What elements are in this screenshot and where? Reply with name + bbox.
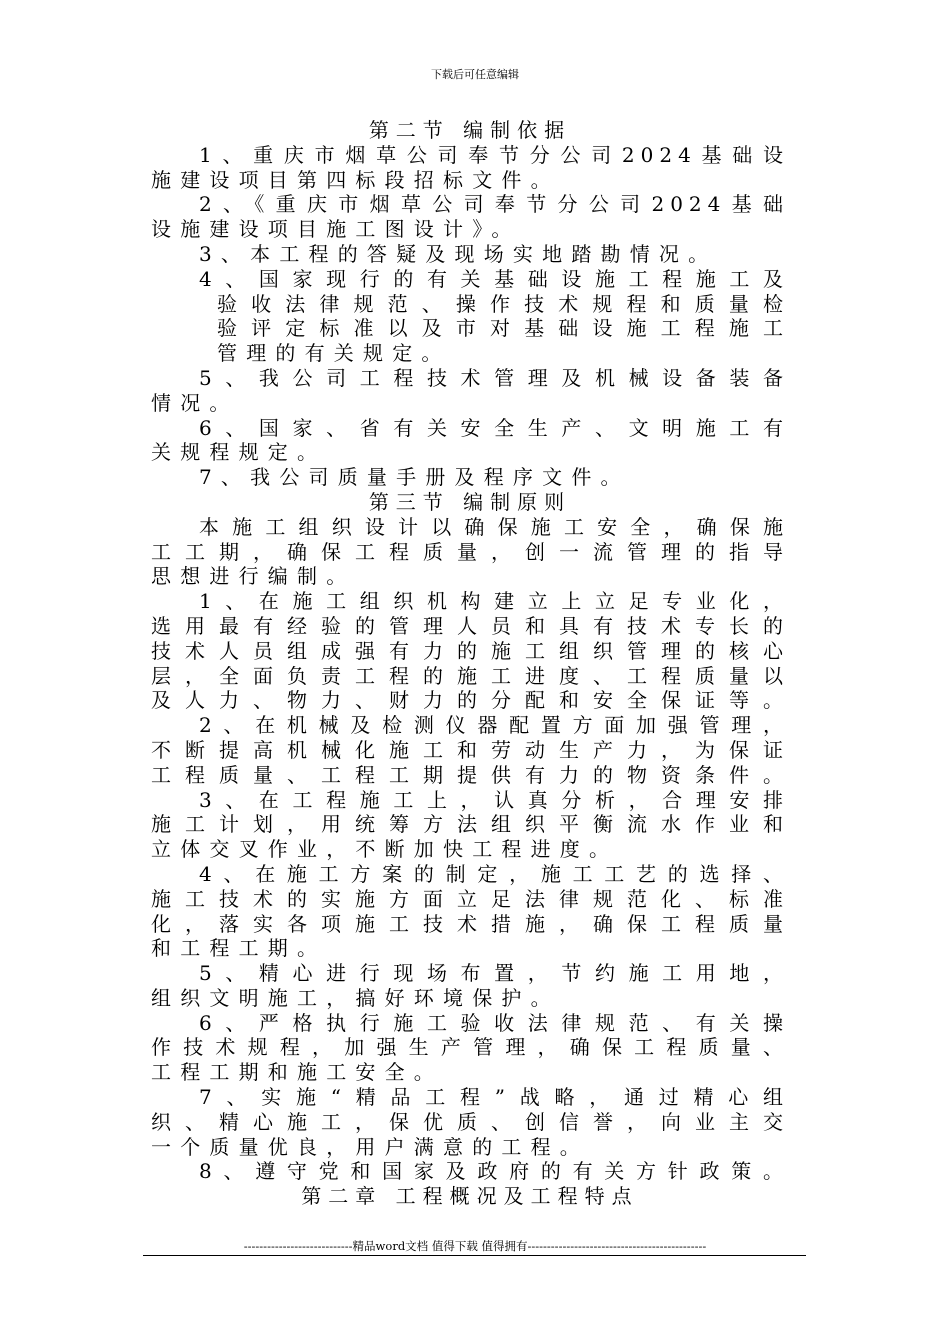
text-line: 一个质量优良，用户满意的工程。	[151, 1134, 589, 1159]
section-heading: 第二章 工程概况及工程特点	[301, 1184, 639, 1209]
section-heading: 第三节 编制原则	[368, 489, 572, 514]
text-line: 验评定标准以及市对基础设施工程施工	[217, 316, 789, 341]
text-line: 技术人员组成强有力的施工组织管理的核心	[151, 638, 789, 663]
text-line: 立体交叉作业，不断加快工程进度。	[151, 837, 619, 862]
text-line: 6、严格执行施工验收法律规范、有关操	[199, 1010, 789, 1035]
text-line: 5、我公司工程技术管理及机械设备装备	[199, 365, 789, 390]
text-line: 工程质量、工程工期提供有力的物资条件。	[151, 762, 789, 787]
text-line: 设施建设项目施工图设计》。	[151, 217, 521, 242]
document-body	[151, 118, 789, 1209]
text-line: 2、在机械及检测仪器配置方面加强管理，	[199, 713, 789, 738]
text-line: 6、国家、省有关安全生产、文明施工有	[199, 415, 789, 440]
footer-rule	[143, 1255, 806, 1256]
text-line: 关规程规定。	[151, 440, 327, 465]
text-line: 本施工组织设计以确保施工安全，确保施	[199, 514, 789, 539]
text-line: 层，全面负责工程的施工进度、工程质量以	[151, 663, 789, 688]
text-line: 8、遵守党和国家及政府的有关方针政策。	[199, 1159, 789, 1184]
text-line: 7、我公司质量手册及程序文件。	[199, 465, 630, 490]
text-line: 作技术规程，加强生产管理，确保工程质量、	[151, 1035, 789, 1060]
text-line: 4、国家现行的有关基础设施工程施工及	[199, 266, 789, 291]
text-line: 及人力、物力、财力的分配和安全保证等。	[151, 688, 789, 713]
text-line: 3、本工程的答疑及现场实地踏勘情况。	[199, 241, 718, 266]
section-heading: 第二节 编制依据	[368, 118, 572, 142]
text-line: 化，落实各项施工技术措施，确保工程质量	[151, 911, 789, 936]
text-line: 工程工期和施工安全。	[151, 1060, 443, 1085]
text-line: 施建设项目第四标段招标文件。	[151, 167, 560, 192]
page-footer: ----------------------------精品word文档 值得下载 值得拥有----------------------------------------------	[243, 1239, 707, 1253]
text-line: 1、重庆市烟草公司奉节分公司2024基础设	[199, 142, 789, 167]
text-line: 组织文明施工，搞好环境保护。	[151, 985, 560, 1010]
text-line: 2、《重庆市烟草公司奉节分公司2024基础	[199, 192, 789, 217]
text-line: 管理的有关规定。	[217, 341, 451, 366]
text-line: 情况。	[151, 390, 239, 415]
text-line: 选用最有经验的管理人员和具有技术专长的	[151, 613, 789, 638]
text-line: 3、在工程施工上，认真分析，合理安排	[199, 787, 789, 812]
text-line: 施工技术的实施方面立足法律规范化、标准	[151, 886, 789, 911]
page-header: 下载后可任意编辑	[431, 68, 519, 81]
text-line: 和工程工期。	[151, 936, 327, 961]
text-line: 5、精心进行现场布置，节约施工用地，	[199, 961, 789, 986]
text-line: 织、精心施工，保优质、创信誉，向业主交	[151, 1109, 789, 1134]
text-line: 施工计划，用统筹方法组织平衡流水作业和	[151, 812, 789, 837]
text-line: 1、在施工组织机构建立上立足专业化，	[199, 589, 789, 614]
text-line: 7、实施“精品工程”战略，通过精心组	[199, 1085, 789, 1110]
text-line: 思想进行编制。	[151, 564, 356, 589]
text-line: 工工期，确保工程质量，创一流管理的指导	[151, 539, 789, 564]
text-line: 4、在施工方案的制定，施工工艺的选择、	[199, 861, 789, 886]
text-line: 不断提高机械化施工和劳动生产力，为保证	[151, 737, 789, 762]
text-line: 验收法律规范、操作技术规程和质量检	[217, 291, 789, 316]
